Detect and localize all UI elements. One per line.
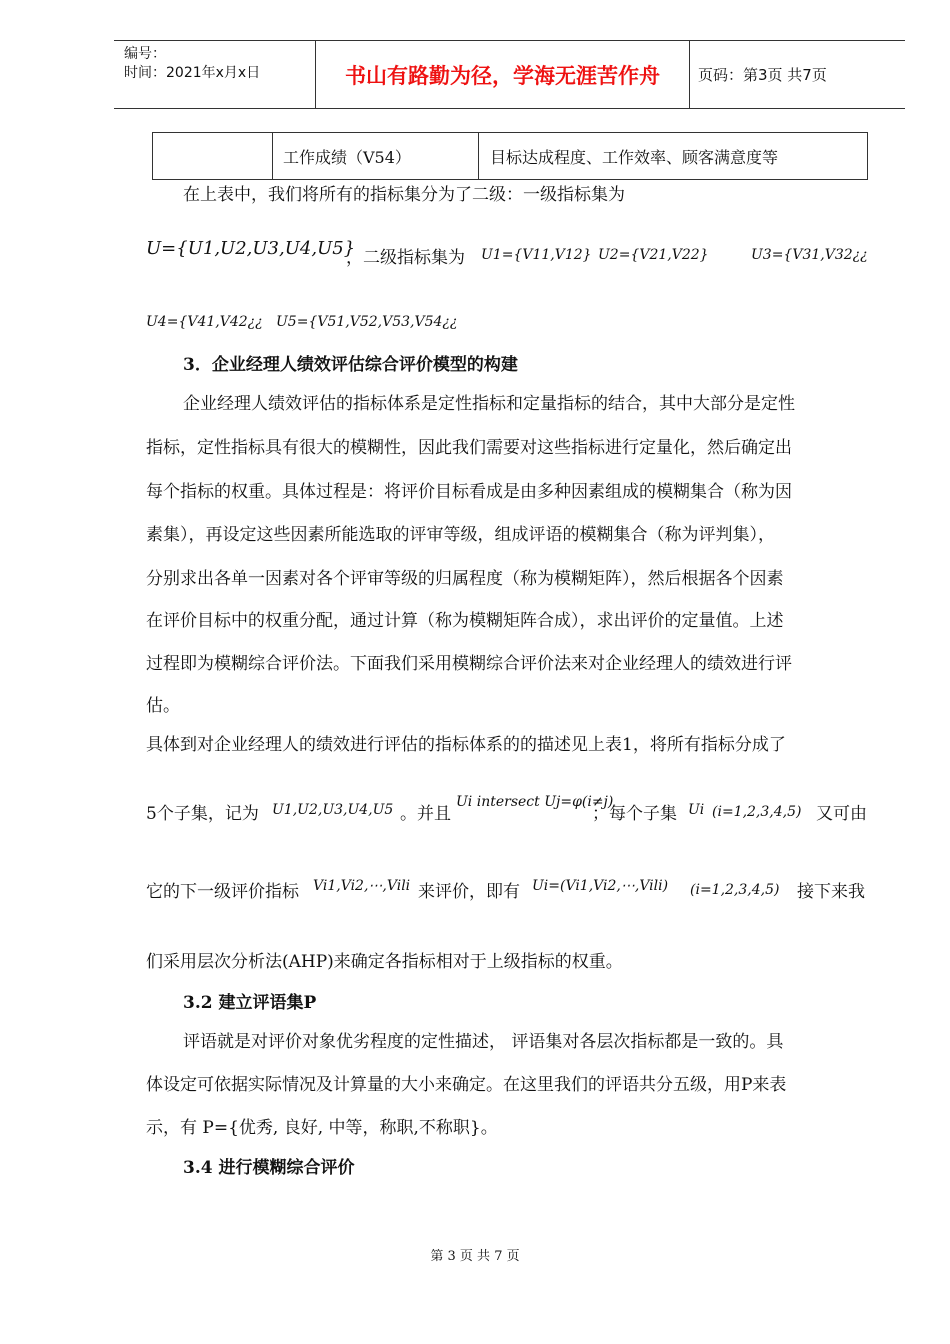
- formula-u: U={U1,U2,U3,U4,U5}: [146, 238, 356, 259]
- formula-ui: Ui: [688, 802, 705, 818]
- table-cell-empty: [153, 133, 273, 179]
- formula-u1: U1={V11,V12}: [481, 247, 592, 263]
- formula-u2: U2={V21,V22}: [598, 247, 709, 263]
- table-cell-description: 目标达成程度、工作效率、顾客满意度等: [490, 147, 779, 167]
- paragraph-subsets: 具体到对企业经理人的绩效进行评估的指标体系的的描述见上表1，将所有指标分成了: [146, 735, 786, 755]
- formula-intersect: Ui intersect Uj=φ(i≠j): [456, 794, 614, 810]
- text-next-level: 它的下一级评价指标: [146, 882, 299, 902]
- paragraph-second-level: ，二级指标集为: [346, 248, 465, 268]
- formula-index-range-2: (i=1,2,3,4,5): [690, 882, 780, 898]
- body-line: 分别求出各单一因素对各个评审等级的归属程度（称为模糊矩阵），然后根据各个因素: [146, 569, 784, 589]
- text-evaluate: 来评价，即有: [418, 882, 520, 902]
- formula-u4: U4={V41,V42¿¿: [146, 314, 263, 330]
- formula-u3: U3={V31,V32¿¿: [751, 247, 868, 263]
- section-title-3-2: 3.2 建立评语集P: [183, 993, 317, 1013]
- header-motto: 书山有路勤为径，学海无涯苦作舟: [316, 41, 690, 108]
- header-meta: [114, 41, 316, 108]
- text-five-subsets: 5个子集，记为: [146, 804, 259, 824]
- number-label: 编号：: [124, 46, 166, 62]
- formula-u5: U5={V51,V52,V53,V54¿¿: [276, 314, 458, 330]
- section-title-3-4: 3.4 进行模糊综合评价: [183, 1158, 355, 1178]
- body-line: 过程即为模糊综合评价法。下面我们采用模糊综合评价法来对企业经理人的绩效进行评: [146, 654, 792, 674]
- text-can-be: 又可由: [816, 804, 867, 824]
- indicator-table-row: [152, 132, 868, 180]
- body-line: 示，有 P={优秀, 良好, 中等，称职,不称职}。: [146, 1118, 498, 1138]
- body-line: 在评价目标中的权重分配，通过计算（称为模糊矩阵合成），求出评价的定量值。上述: [146, 611, 784, 631]
- body-line: 企业经理人绩效评估的指标体系是定性指标和定量指标的结合，其中大部分是定性: [183, 394, 795, 414]
- section-title-3: 3．企业经理人绩效评估综合评价模型的构建: [183, 355, 518, 375]
- text-and: 。并且: [400, 804, 451, 824]
- text-each-subset: ；每个子集: [592, 804, 677, 824]
- body-line: 素集），再设定这些因素所能选取的评审等级，组成评语的模糊集合（称为评判集），: [146, 525, 775, 545]
- text-next: 接下来我: [797, 882, 865, 902]
- time-label: 时间：2021年x月x日: [124, 65, 261, 81]
- header-page-info: 页码：第3页 共7页: [698, 66, 827, 84]
- body-line: 每个指标的权重。具体过程是：将评价目标看成是由多种因素组成的模糊集合（称为因: [146, 482, 792, 502]
- body-line: 体设定可依据实际情况及计算量的大小来确定。在这里我们的评语共分五级，用P来表: [146, 1075, 787, 1095]
- formula-vi: Vi1,Vi2,⋯,Vili: [313, 878, 411, 894]
- paragraph-intro: 在上表中，我们将所有的指标集分为了二级：一级指标集为: [183, 185, 625, 205]
- body-line: 评语就是对评价对象优劣程度的定性描述， 评语集对各层次指标都是一致的。具: [183, 1032, 784, 1052]
- paragraph-ahp: 们采用层次分析法(AHP)来确定各指标相对于上级指标的权重。: [146, 952, 623, 972]
- formula-subsets: U1,U2,U3,U4,U5: [272, 802, 394, 818]
- body-line: 估。: [146, 696, 180, 716]
- table-cell-item: 工作成绩（V54）: [273, 133, 479, 179]
- formula-index-range: (i=1,2,3,4,5): [712, 804, 802, 820]
- formula-ui-def: Ui=(Vi1,Vi2,⋯,Vili): [532, 878, 669, 894]
- page-footer: 第 3 页 共 7 页: [430, 1249, 520, 1264]
- page-header: [114, 40, 905, 109]
- body-line: 指标，定性指标具有很大的模糊性，因此我们需要对这些指标进行定量化，然后确定出: [146, 438, 792, 458]
